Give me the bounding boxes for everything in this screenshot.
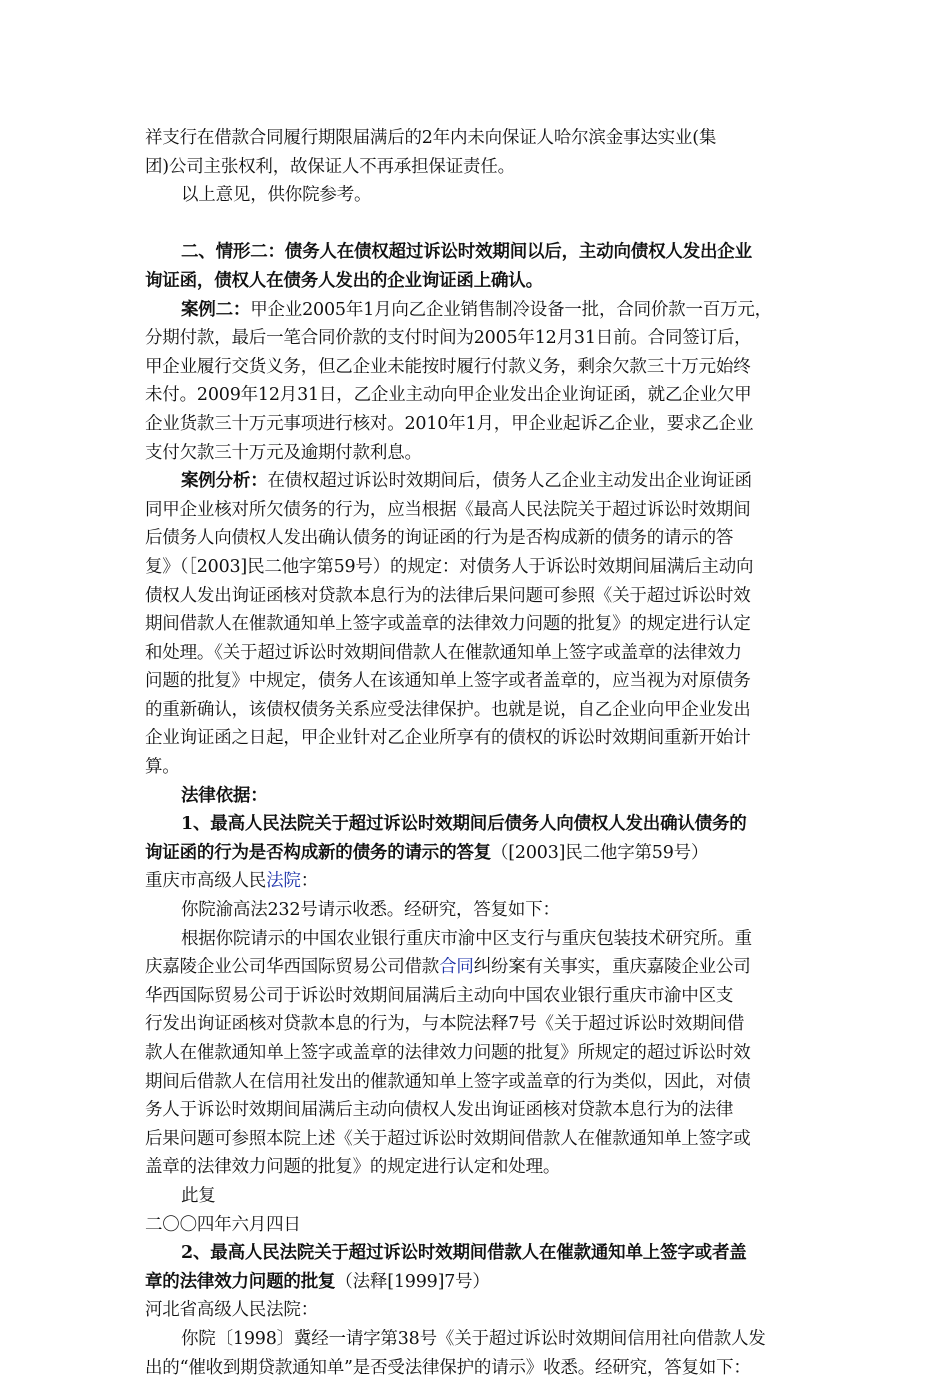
text-line: 以上意见，供你院参考。 — [181, 185, 372, 206]
closing-text: 此复 — [181, 1185, 216, 1206]
case-text: 甲企业2005年1月向乙企业销售制冷设备一批，合同价款一百万元， — [250, 299, 772, 320]
text-line: 务人于诉讼时效期间届满后主动向债权人发出询证函核对贷款本息行为的法律 — [145, 1100, 734, 1121]
law1-title-line — [145, 839, 810, 868]
text-line: 问题的批复》中规定，债务人在该通知单上签字或者盖章的，应当视为对原债务 — [145, 671, 751, 692]
text-line: 企业货款三十万元事项进行核对。2010年1月，甲企业起诉乙企业，要求乙企业 — [145, 413, 754, 434]
text-line: 算。 — [145, 757, 180, 778]
document-body — [145, 124, 810, 1382]
text-line: 期间后借款人在信用社发出的催款通知单上签字或盖章的行为类似，因此，对债 — [145, 1071, 751, 1092]
text-line: 未付。2009年12月31日，乙企业主动向甲企业发出企业询证函，就乙企业欠甲 — [145, 385, 752, 406]
text-line: 甲企业履行交货义务，但乙企业未能按时履行付款义务，剩余欠款三十万元始终 — [145, 356, 751, 377]
text-line: 的重新确认，该债权债务关系应受法律保护。也就是说，自乙企业向甲企业发出 — [145, 699, 751, 720]
court-link[interactable]: 法院 — [266, 871, 301, 892]
contract-link[interactable]: 合同 — [439, 957, 474, 978]
section-heading: 询证函，债权人在债务人发出的企业询证函上确认。 — [145, 270, 543, 291]
text-line: 和处理。《关于超过诉讼时效期间借款人在催款通知单上签字或盖章的法律效力 — [145, 642, 742, 663]
case-label: 案例二： — [181, 299, 251, 320]
analysis-paragraph-line — [145, 467, 810, 496]
text-line: 祥支行在借款合同履行期限届满后的2年内未向保证人哈尔滨金事达实业(集 — [145, 128, 717, 148]
legal-basis-heading: 法律依据： — [181, 785, 268, 806]
text-line: 款人在催款通知单上签字或盖章的法律效力问题的批复》所规定的超过诉讼时效 — [145, 1043, 751, 1063]
text-segment: 纠纷案有关事实，重庆嘉陵企业公司 — [473, 957, 751, 978]
addressee-colon: ： — [300, 871, 319, 892]
text-line: 行发出询证函核对贷款本息的行为，与本院法释7号《关于超过诉讼时效期间借 — [145, 1014, 745, 1035]
text-line: 分期付款，最后一笔合同价款的支付时间为2005年12月31日前。合同签订后， — [145, 328, 752, 349]
text-segment: 庆嘉陵企业公司华西国际贸易公司借款 — [145, 957, 440, 978]
text-line: 盖章的法律效力问题的批复》的规定进行认定和处理。 — [145, 1157, 561, 1178]
case-paragraph-line — [145, 296, 810, 325]
law1-addressee — [145, 867, 810, 896]
text-line: 团)公司主张权利，故保证人不再承担保证责任。 — [145, 156, 515, 177]
text-line: 期间借款人在催款通知单上签字或盖章的法律效力问题的批复》的规定进行认定 — [145, 614, 751, 635]
law1-title-ref: （[2003]民二他字第59号） — [491, 842, 709, 863]
analysis-text: 在债权超过诉讼时效期间后，债务人乙企业主动发出企业询证函 — [267, 471, 752, 492]
law2-title-ref: （法释[1999]7号） — [335, 1271, 490, 1292]
law2-title-bold: 章的法律效力问题的批复 — [145, 1271, 336, 1292]
text-line: 根据你院请示的中国农业银行重庆市渝中区支行与重庆包装技术研究所。重 — [181, 928, 752, 949]
text-line: 出的“催收到期贷款通知单”是否受法律保护的请示》收悉。经研究，答复如下： — [145, 1357, 751, 1378]
law1-title: 1、最高人民法院关于超过诉讼时效期间后债务人向债权人发出确认债务的 — [181, 814, 747, 835]
text-line: 你院〔1998〕冀经一请字第38号《关于超过诉讼时效期间信用社向借款人发 — [181, 1328, 766, 1349]
text-line: 你院渝高法232号请示收悉。经研究，答复如下： — [181, 900, 560, 921]
text-line: 后果问题可参照本院上述《关于超过诉讼时效期间借款人在催款通知单上签字或 — [145, 1128, 751, 1149]
law2-title: 2、最高人民法院关于超过诉讼时效期间借款人在催款通知单上签字或者盖 — [181, 1243, 747, 1264]
analysis-label: 案例分析： — [181, 471, 268, 492]
text-line: 债权人发出询证函核对贷款本息行为的法律后果问题可参照《关于超过诉讼时效 — [145, 585, 751, 606]
text-line: 后债务人向债权人发出确认债务的询证函的行为是否构成新的债务的请示的答 — [145, 528, 734, 549]
law2-title-line — [145, 1268, 810, 1297]
blank-line — [145, 210, 810, 239]
text-line: 企业询证函之日起，甲企业针对乙企业所享有的债权的诉讼时效期间重新开始计 — [145, 728, 751, 749]
section-heading: 二、情形二：债务人在债权超过诉讼时效期间以后，主动向债权人发出企业 — [181, 242, 752, 263]
law1-title-bold: 询证函的行为是否构成新的债务的请示的答复 — [145, 842, 491, 863]
text-line: 同甲企业核对所欠债务的行为，应当根据《最高人民法院关于超过诉讼时效期间 — [145, 499, 751, 520]
date-text: 二〇〇四年六月四日 — [145, 1214, 301, 1235]
law2-addressee: 河北省高级人民法院： — [145, 1300, 318, 1321]
addressee-text: 重庆市高级人民 — [145, 871, 267, 892]
text-line: 支付欠款三十万元及逾期付款利息。 — [145, 442, 422, 463]
text-line: 复》（［2003]民二他字第59号）的规定：对债务人于诉讼时效期间届满后主动向 — [145, 556, 754, 577]
text-line: 华西国际贸易公司于诉讼时效期间届满后主动向中国农业银行重庆市渝中区支 — [145, 985, 734, 1006]
text-line-with-link — [145, 953, 810, 982]
